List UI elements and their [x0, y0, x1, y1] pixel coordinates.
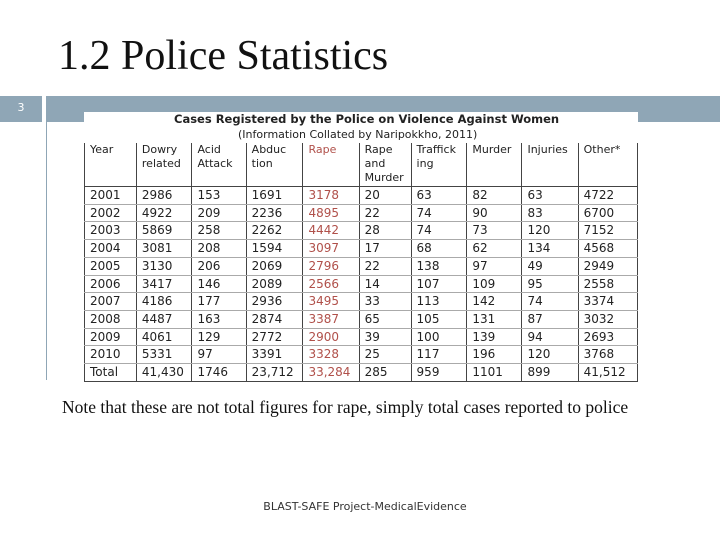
cell-acid-attack: 163 — [192, 310, 246, 328]
cell-trafficking: 68 — [411, 240, 467, 258]
cell-trafficking: 105 — [411, 310, 467, 328]
cell-rape: 3328 — [303, 346, 359, 364]
cell-rape: 3387 — [303, 310, 359, 328]
cell-rape: 4895 — [303, 204, 359, 222]
cell-murder: 62 — [467, 240, 522, 258]
table-subtitle: (Information Collated by Naripokkho, 2011) — [238, 128, 478, 141]
cell-acid-attack: 153 — [192, 187, 246, 205]
left-accent-rule — [46, 122, 47, 380]
cell-acid-attack: 1746 — [192, 364, 246, 382]
cell-rape: 2900 — [303, 328, 359, 346]
cell-rape-murder: 17 — [359, 240, 411, 258]
header-acid-attack: Acid Attack — [192, 143, 246, 187]
cell-year: 2008 — [85, 310, 137, 328]
cell-year: 2003 — [85, 222, 137, 240]
cell-dowry: 4922 — [136, 204, 192, 222]
header-rape: Rape — [303, 143, 359, 187]
cell-rape-murder: 285 — [359, 364, 411, 382]
cell-injuries: 83 — [522, 204, 578, 222]
cell-rape: 3495 — [303, 293, 359, 311]
cell-year: 2004 — [85, 240, 137, 258]
cell-year: Total — [85, 364, 137, 382]
cell-other: 7152 — [578, 222, 637, 240]
cell-other: 2558 — [578, 275, 637, 293]
cell-other: 41,512 — [578, 364, 637, 382]
cell-acid-attack: 208 — [192, 240, 246, 258]
cell-trafficking: 959 — [411, 364, 467, 382]
table-total-row — [85, 364, 638, 382]
cell-rape-murder: 22 — [359, 204, 411, 222]
cell-year: 2006 — [85, 275, 137, 293]
cell-rape-murder: 25 — [359, 346, 411, 364]
cell-abduction: 1594 — [246, 240, 303, 258]
table-title: Cases Registered by the Police on Violence Against Women — [174, 112, 560, 126]
cell-rape-murder: 22 — [359, 257, 411, 275]
cell-abduction: 2772 — [246, 328, 303, 346]
cell-rape-murder: 20 — [359, 187, 411, 205]
cell-abduction: 2874 — [246, 310, 303, 328]
table-row — [85, 346, 638, 364]
cell-acid-attack: 177 — [192, 293, 246, 311]
cell-injuries: 120 — [522, 222, 578, 240]
cell-year: 2002 — [85, 204, 137, 222]
cell-murder: 109 — [467, 275, 522, 293]
header-dowry: Dowry related — [136, 143, 192, 187]
table-row — [85, 293, 638, 311]
header-trafficking: Traffick ing — [411, 143, 467, 187]
cell-rape-murder: 28 — [359, 222, 411, 240]
cell-dowry: 5331 — [136, 346, 192, 364]
cell-murder: 196 — [467, 346, 522, 364]
cell-abduction: 2236 — [246, 204, 303, 222]
cell-dowry: 4061 — [136, 328, 192, 346]
cell-rape-murder: 39 — [359, 328, 411, 346]
cell-rape: 4442 — [303, 222, 359, 240]
table-row — [85, 204, 638, 222]
cell-murder: 131 — [467, 310, 522, 328]
cell-injuries: 120 — [522, 346, 578, 364]
cell-dowry: 5869 — [136, 222, 192, 240]
cell-trafficking: 113 — [411, 293, 467, 311]
cell-trafficking: 74 — [411, 222, 467, 240]
cell-rape-murder: 33 — [359, 293, 411, 311]
statistics-table-image — [84, 112, 638, 380]
cell-dowry: 3130 — [136, 257, 192, 275]
table-body — [85, 187, 638, 382]
cell-trafficking: 63 — [411, 187, 467, 205]
violence-statistics-table — [84, 143, 638, 382]
cell-year: 2009 — [85, 328, 137, 346]
cell-year: 2005 — [85, 257, 137, 275]
cell-abduction: 2936 — [246, 293, 303, 311]
cell-injuries: 74 — [522, 293, 578, 311]
note-text: Note that these are not total figures for rape, simply total cases reported to police — [62, 397, 629, 417]
cell-injuries: 134 — [522, 240, 578, 258]
cell-trafficking: 74 — [411, 204, 467, 222]
cell-trafficking: 117 — [411, 346, 467, 364]
cell-injuries: 94 — [522, 328, 578, 346]
cell-other: 2949 — [578, 257, 637, 275]
cell-dowry: 3417 — [136, 275, 192, 293]
cell-other: 3374 — [578, 293, 637, 311]
cell-dowry: 4487 — [136, 310, 192, 328]
cell-trafficking: 138 — [411, 257, 467, 275]
cell-abduction: 2069 — [246, 257, 303, 275]
cell-murder: 90 — [467, 204, 522, 222]
cell-year: 2007 — [85, 293, 137, 311]
cell-dowry: 2986 — [136, 187, 192, 205]
cell-acid-attack: 129 — [192, 328, 246, 346]
cell-abduction: 2262 — [246, 222, 303, 240]
cell-rape-murder: 14 — [359, 275, 411, 293]
cell-abduction: 3391 — [246, 346, 303, 364]
cell-other: 3768 — [578, 346, 637, 364]
cell-other: 4722 — [578, 187, 637, 205]
cell-acid-attack: 258 — [192, 222, 246, 240]
table-row — [85, 328, 638, 346]
table-row — [85, 275, 638, 293]
cell-other: 2693 — [578, 328, 637, 346]
table-row — [85, 240, 638, 258]
header-injuries: Injuries — [522, 143, 578, 187]
cell-acid-attack: 146 — [192, 275, 246, 293]
header-abduction: Abduc tion — [246, 143, 303, 187]
cell-abduction: 23,712 — [246, 364, 303, 382]
table-row — [85, 310, 638, 328]
cell-rape: 2566 — [303, 275, 359, 293]
cell-trafficking: 100 — [411, 328, 467, 346]
cell-injuries: 95 — [522, 275, 578, 293]
cell-murder: 139 — [467, 328, 522, 346]
cell-trafficking: 107 — [411, 275, 467, 293]
cell-injuries: 899 — [522, 364, 578, 382]
cell-dowry: 4186 — [136, 293, 192, 311]
cell-rape: 3178 — [303, 187, 359, 205]
header-other: Other* — [578, 143, 637, 187]
cell-rape: 33,284 — [303, 364, 359, 382]
cell-acid-attack: 209 — [192, 204, 246, 222]
cell-murder: 1101 — [467, 364, 522, 382]
cell-dowry: 3081 — [136, 240, 192, 258]
cell-other: 6700 — [578, 204, 637, 222]
cell-acid-attack: 97 — [192, 346, 246, 364]
cell-murder: 97 — [467, 257, 522, 275]
header-murder: Murder — [467, 143, 522, 187]
cell-other: 3032 — [578, 310, 637, 328]
slide-title: 1.2 Police Statistics — [58, 33, 389, 79]
header-rape-murder: Rape and Murder — [359, 143, 411, 187]
cell-acid-attack: 206 — [192, 257, 246, 275]
header-year: Year — [85, 143, 137, 187]
cell-injuries: 49 — [522, 257, 578, 275]
slide-number: 3 — [0, 96, 42, 122]
table-row — [85, 222, 638, 240]
cell-murder: 142 — [467, 293, 522, 311]
cell-injuries: 63 — [522, 187, 578, 205]
cell-year: 2010 — [85, 346, 137, 364]
cell-injuries: 87 — [522, 310, 578, 328]
slide-footer: BLAST-SAFE Project-MedicalEvidence — [263, 500, 467, 513]
cell-rape-murder: 65 — [359, 310, 411, 328]
cell-rape: 3097 — [303, 240, 359, 258]
cell-murder: 73 — [467, 222, 522, 240]
cell-abduction: 2089 — [246, 275, 303, 293]
cell-rape: 2796 — [303, 257, 359, 275]
table-row — [85, 257, 638, 275]
table-row — [85, 187, 638, 205]
cell-abduction: 1691 — [246, 187, 303, 205]
cell-murder: 82 — [467, 187, 522, 205]
cell-other: 4568 — [578, 240, 637, 258]
table-header-row — [85, 143, 638, 187]
cell-year: 2001 — [85, 187, 137, 205]
cell-dowry: 41,430 — [136, 364, 192, 382]
